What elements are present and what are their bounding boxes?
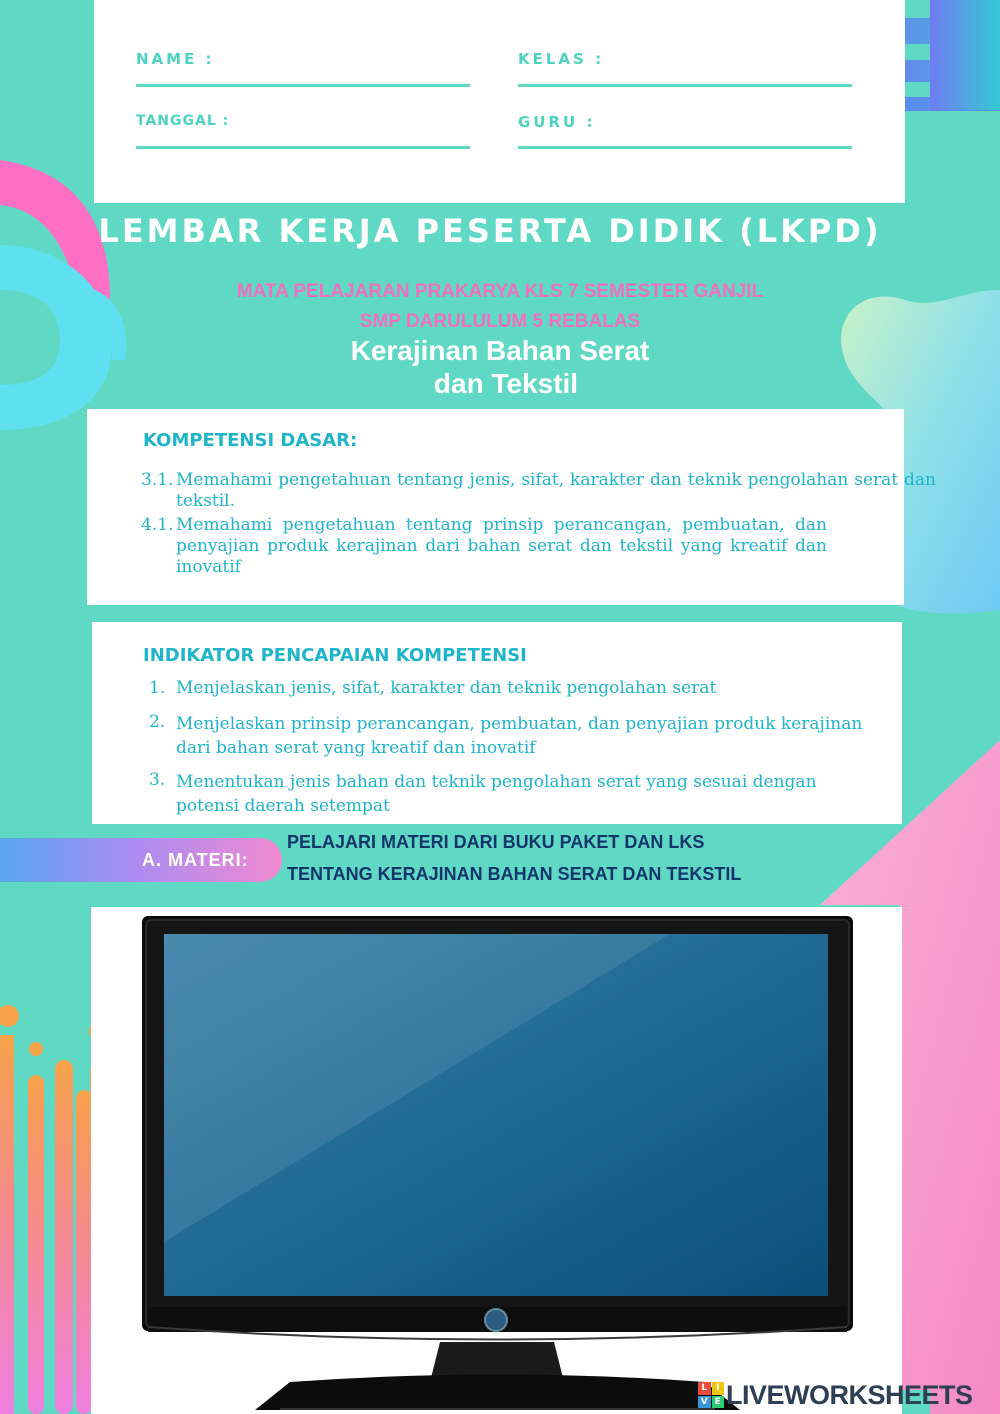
materi-instruction-line2: TENTANG KERAJINAN BAHAN SERAT DAN TEKSTIL <box>287 864 742 884</box>
indikator-item <box>141 770 881 816</box>
kelas-input-line[interactable] <box>518 84 852 87</box>
indikator-item-number: 1. <box>149 678 166 698</box>
indikator-item-text: Menentukan jenis bahan dan teknik pengolahan serat yang sesuai dengan potensi daerah setempat <box>176 772 817 816</box>
kompetensi-item-number: 4.1. <box>141 515 174 535</box>
worksheet-title: LEMBAR KERJA PESERTA DIDIK (LKPD) <box>98 212 882 250</box>
guru-input-line[interactable] <box>518 146 852 149</box>
indikator-item-text: Menjelaskan jenis, sifat, karakter dan teknik pengolahan serat <box>176 678 717 698</box>
tanggal-input-line[interactable] <box>136 146 470 149</box>
power-button-icon <box>485 1309 507 1331</box>
kompetensi-item <box>141 470 941 514</box>
kompetensi-item <box>141 515 831 581</box>
indikator-item-number: 3. <box>149 770 166 790</box>
materi-instruction-line1: PELAJARI MATERI DARI BUKU PAKET DAN LKS <box>287 832 705 852</box>
kelas-label: KELAS : <box>518 50 605 68</box>
name-label: NAME : <box>136 50 215 68</box>
tv-monitor-icon[interactable] <box>140 912 855 1412</box>
indikator-item-text: Menjelaskan prinsip perancangan, pembuatan, dan penyajian produk kerajinan dari bahan serat yang kreatif dan inovatif <box>176 714 863 758</box>
topic-title-line1: Kerajinan Bahan Serat <box>350 335 650 366</box>
student-info-form <box>94 0 905 203</box>
liveworksheets-icon: L I V E <box>698 1382 724 1408</box>
liveworksheets-logo[interactable] <box>698 1378 973 1412</box>
school-subtitle: SMP DARULULUM 5 REBALAS <box>359 311 641 332</box>
kompetensi-item-text: Memahami pengetahuan tentang prinsip perancangan, pembuatan, dan penyajian produk kerajinan dari bahan serat dan tekstil yang kreatif dan inovatif <box>176 515 827 577</box>
subject-subtitle: MATA PELAJARAN PRAKARYA KLS 7 SEMESTER GANJIL <box>236 281 764 302</box>
indikator-item <box>141 712 881 758</box>
topic-title-line2: dan Tekstil <box>433 368 579 399</box>
kompetensi-item-text: Memahami pengetahuan tentang jenis, sifat, karakter dan teknik pengolahan serat dan tekstil. <box>176 470 936 511</box>
tanggal-label: TANGGAL : <box>136 113 230 129</box>
kompetensi-heading: KOMPETENSI DASAR: <box>143 430 358 451</box>
indikator-heading: INDIKATOR PENCAPAIAN KOMPETENSI <box>143 645 527 666</box>
liveworksheets-brand-text: LIVEWORKSHEETS <box>726 1379 973 1410</box>
indikator-item-number: 2. <box>149 712 166 732</box>
indikator-item <box>141 678 881 700</box>
name-input-line[interactable] <box>136 84 470 87</box>
guru-label: GURU : <box>518 113 596 131</box>
materi-label: A. MATERI: <box>142 850 249 870</box>
kompetensi-item-number: 3.1. <box>141 470 174 490</box>
